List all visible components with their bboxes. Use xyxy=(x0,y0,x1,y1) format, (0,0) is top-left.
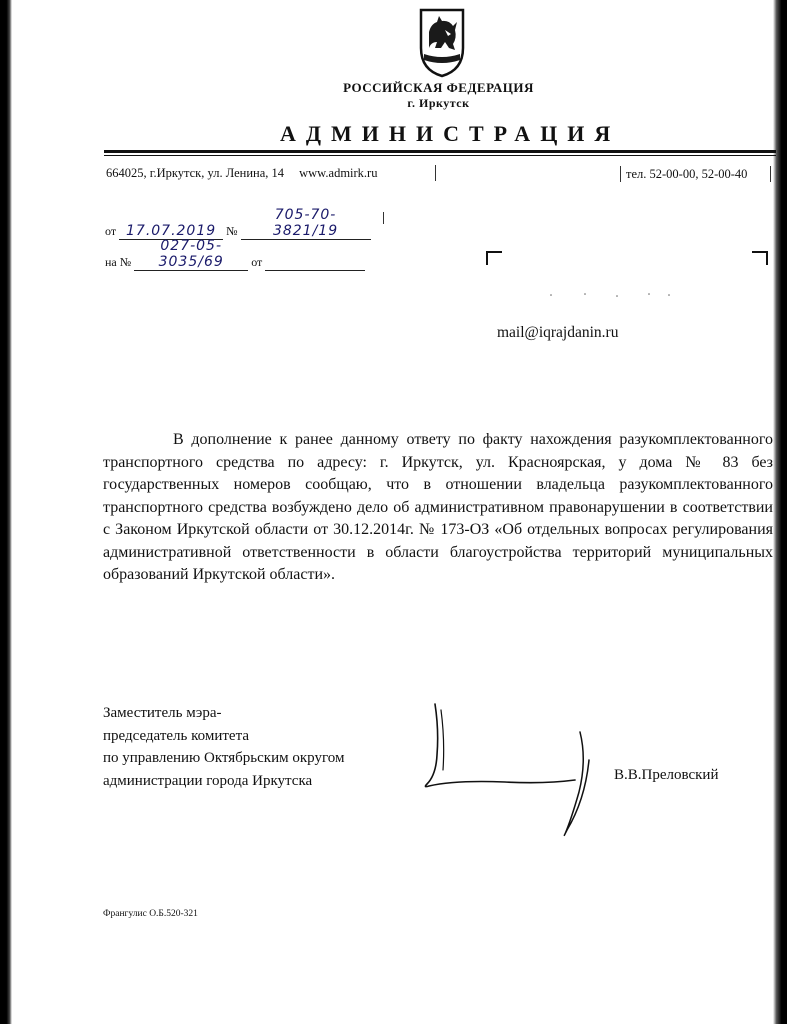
number-label: № xyxy=(226,224,238,238)
date-value: 17.07.2019 xyxy=(119,223,223,240)
header-phone: тел. 52-00-00, 52-00-40 xyxy=(626,167,748,181)
address-divider xyxy=(435,165,436,181)
number-value: 705-70-3821/19 xyxy=(241,207,371,240)
coat-of-arms-icon xyxy=(415,8,469,78)
reply-number: 027-05-3035/69 xyxy=(134,238,248,271)
reply-from-label: от xyxy=(251,255,263,269)
address-corner-top-right xyxy=(752,251,768,265)
reply-date-blank xyxy=(265,254,365,271)
header-rule-thin xyxy=(104,155,776,156)
reply-label: на № xyxy=(105,255,132,269)
letter-body xyxy=(103,429,773,587)
recipient-email: mail@iqrajdanin.ru xyxy=(497,324,619,341)
outgoing-reference xyxy=(105,207,371,240)
header-address-line xyxy=(106,166,377,181)
signer-title-line: Заместитель мэра- xyxy=(103,705,222,721)
header-website: www.admirk.ru xyxy=(299,166,378,180)
erased-address-marks xyxy=(545,290,675,298)
reply-reference xyxy=(105,238,365,271)
scan-edge-left xyxy=(0,0,12,1024)
header-organization: АДМИНИСТРАЦИЯ xyxy=(280,121,621,146)
phone-divider-right xyxy=(770,166,771,182)
header-country: РОССИЙСКАЯ ФЕДЕРАЦИЯ xyxy=(343,80,534,95)
header-address: 664025, г.Иркутск, ул. Ленина, 14 xyxy=(106,166,284,180)
header-city: г. Иркутск xyxy=(407,96,470,110)
executor-note: Франгулис О.Б.520-321 xyxy=(103,909,198,919)
address-corner-top-left xyxy=(486,251,502,265)
signer-name: В.В.Преловский xyxy=(614,767,719,783)
scan-edge-right xyxy=(773,0,787,1024)
reference-end-tick xyxy=(383,212,384,224)
handwritten-signature xyxy=(415,700,615,840)
signer-title-line: администрации города Иркутска xyxy=(103,772,313,789)
signer-title xyxy=(103,702,344,792)
signer-title-line: председатель комитета xyxy=(103,727,249,744)
letter-paragraph: В дополнение к ранее данному ответу по факту нахождения разукомплектованного транспортного средства по адресу: г. Иркутск, ул. Красноярская, у дома № 83 без государственных номеров сообщаю, что в отношении владельца разукомплектованного транспортного средства возбуждено дело об административном правонарушении в соответствии с Законом Иркутской области от 30.12.2014г. № 173-ОЗ «Об отдельных вопросах регулирования административной ответственности в области благоустройства территорий муниципальных образований Иркутской области». xyxy=(103,431,773,583)
signer-title-line: по управлению Октябрьским округом xyxy=(103,750,345,766)
header-rule-thick xyxy=(104,150,776,153)
date-label: от xyxy=(105,224,117,238)
phone-divider-left xyxy=(620,166,621,182)
